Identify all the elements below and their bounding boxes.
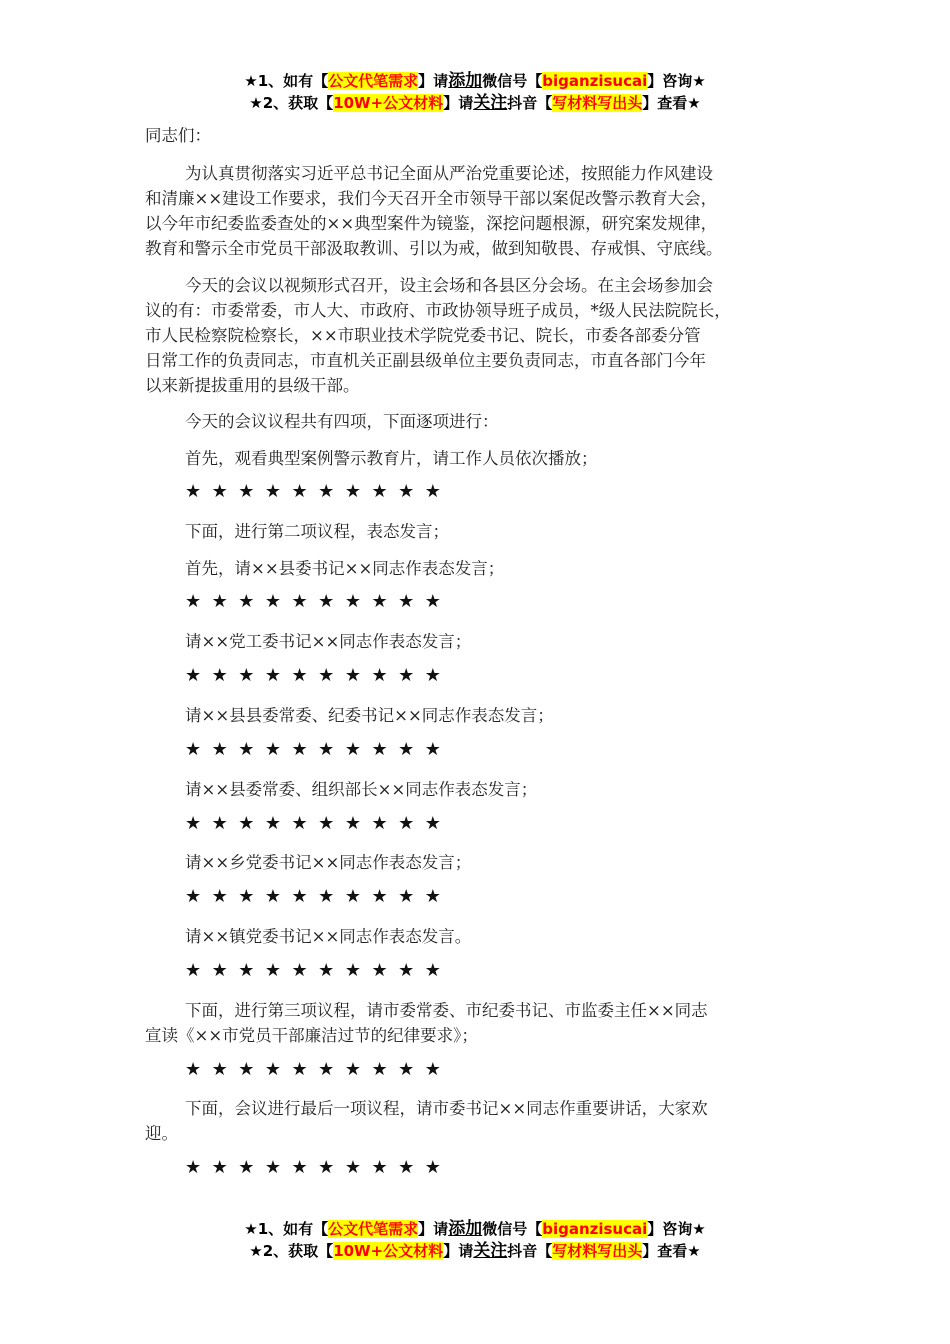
- agenda-item-3-line: 宣读《××市党员干部廉洁过节的纪律要求》；: [145, 1026, 478, 1045]
- banner-emphasis: 添加: [448, 71, 483, 91]
- banner-text: 】查看★: [642, 94, 701, 112]
- speech-item: 请××县县委常委、纪委书记××同志作表态发言；: [185, 706, 554, 725]
- banner-highlight: 10W+公文材料: [333, 1242, 444, 1260]
- speech-item: 首先，请××县委书记××同志作表态发言；: [185, 559, 505, 578]
- promo-banner-top: [0, 70, 950, 114]
- para2-line: 日常工作的负责同志，市直机关正副县级单位主要负责同志，市直各部门今年: [145, 351, 706, 370]
- banner-text: 】咨询★: [647, 72, 706, 90]
- banner-emphasis: 关注: [473, 1241, 508, 1261]
- banner-text: 】查看★: [642, 1242, 701, 1260]
- speech-item: 请××乡党委书记××同志作表态发言；: [185, 853, 472, 872]
- star-separator: ★★★★★★★★★★: [185, 960, 452, 981]
- banner-text: ★1、如有【: [244, 1220, 329, 1238]
- banner-text: 微信号【: [482, 72, 543, 90]
- agenda-item-4-line: 下面，会议进行最后一项议程，请市委书记××同志作重要讲话，大家欢: [185, 1099, 708, 1118]
- para1-line: 教育和警示全市党员干部汲取教训、引以为戒，做到知敬畏、存戒惧、守底线。: [145, 239, 723, 258]
- para2-line: 以来新提拔重用的县级干部。: [145, 376, 360, 395]
- star-separator: ★★★★★★★★★★: [185, 739, 452, 760]
- banner-highlight: 公文代笔需求: [328, 1220, 419, 1238]
- greeting: 同志们：: [145, 126, 211, 145]
- star-separator: ★★★★★★★★★★: [185, 1157, 452, 1178]
- agenda-item-4-line: 迎。: [145, 1124, 178, 1143]
- para1-line: 以今年市纪委监委查处的××典型案件为镜鉴，深挖问题根源，研究案发规律，: [145, 214, 718, 233]
- promo-line-2: [0, 92, 950, 114]
- banner-highlight: 公文代笔需求: [328, 72, 419, 90]
- banner-highlight: biganzisucai: [542, 72, 648, 90]
- agenda-item-3-line: 下面，进行第三项议程，请市委常委、市纪委书记、市监委主任××同志: [185, 1001, 708, 1020]
- agenda-intro: 今天的会议议程共有四项，下面逐项进行：: [185, 412, 499, 431]
- speech-item: 请××党工委书记××同志作表态发言；: [185, 632, 472, 651]
- para1-line: 为认真贯彻落实习近平总书记全面从严治党重要论述，按照能力作风建设: [185, 164, 713, 183]
- banner-text: 抖音【: [507, 1242, 553, 1260]
- para2-line: 今天的会议以视频形式召开，设主会场和各县区分会场。在主会场参加会: [185, 276, 713, 295]
- banner-text: 抖音【: [507, 94, 553, 112]
- speech-item: 请××县委常委、组织部长××同志作表态发言；: [185, 780, 538, 799]
- agenda-item-2: 下面，进行第二项议程，表态发言；: [185, 522, 449, 541]
- star-separator: ★★★★★★★★★★: [185, 886, 452, 907]
- star-separator: ★★★★★★★★★★: [185, 665, 452, 686]
- star-separator: ★★★★★★★★★★: [185, 813, 452, 834]
- banner-text: 】请: [418, 72, 449, 90]
- banner-highlight: 写材料写出头: [552, 94, 643, 112]
- banner-text: ★1、如有【: [244, 72, 329, 90]
- banner-highlight: 写材料写出头: [552, 1242, 643, 1260]
- banner-highlight: biganzisucai: [542, 1220, 648, 1238]
- banner-text: 】请: [443, 1242, 474, 1260]
- banner-text: ★2、获取【: [249, 94, 334, 112]
- para2-line: 议的有：市委常委，市人大、市政府、市政协领导班子成员，*级人民法院院长，: [145, 301, 731, 320]
- star-separator: ★★★★★★★★★★: [185, 481, 452, 502]
- banner-highlight: 10W+公文材料: [333, 94, 444, 112]
- star-separator: ★★★★★★★★★★: [185, 1059, 452, 1080]
- para2-line: 市人民检察院检察长，××市职业技术学院党委书记、院长，市委各部委分管: [145, 326, 701, 345]
- banner-emphasis: 添加: [448, 1219, 483, 1239]
- promo-line-2: [0, 1240, 950, 1262]
- agenda-item-1: 首先，观看典型案例警示教育片，请工作人员依次播放；: [185, 449, 598, 468]
- banner-emphasis: 关注: [473, 93, 508, 113]
- promo-line-1: [0, 1218, 950, 1240]
- promo-banner-bottom: [0, 1218, 950, 1262]
- promo-line-1: [0, 70, 950, 92]
- star-separator: ★★★★★★★★★★: [185, 591, 452, 612]
- banner-text: 】请: [418, 1220, 449, 1238]
- banner-text: 】请: [443, 94, 474, 112]
- speech-item: 请××镇党委书记××同志作表态发言。: [185, 927, 472, 946]
- banner-text: 】咨询★: [647, 1220, 706, 1238]
- banner-text: ★2、获取【: [249, 1242, 334, 1260]
- banner-text: 微信号【: [482, 1220, 543, 1238]
- para1-line: 和清廉××建设工作要求，我们今天召开全市领导干部以案促改警示教育大会，: [145, 189, 718, 208]
